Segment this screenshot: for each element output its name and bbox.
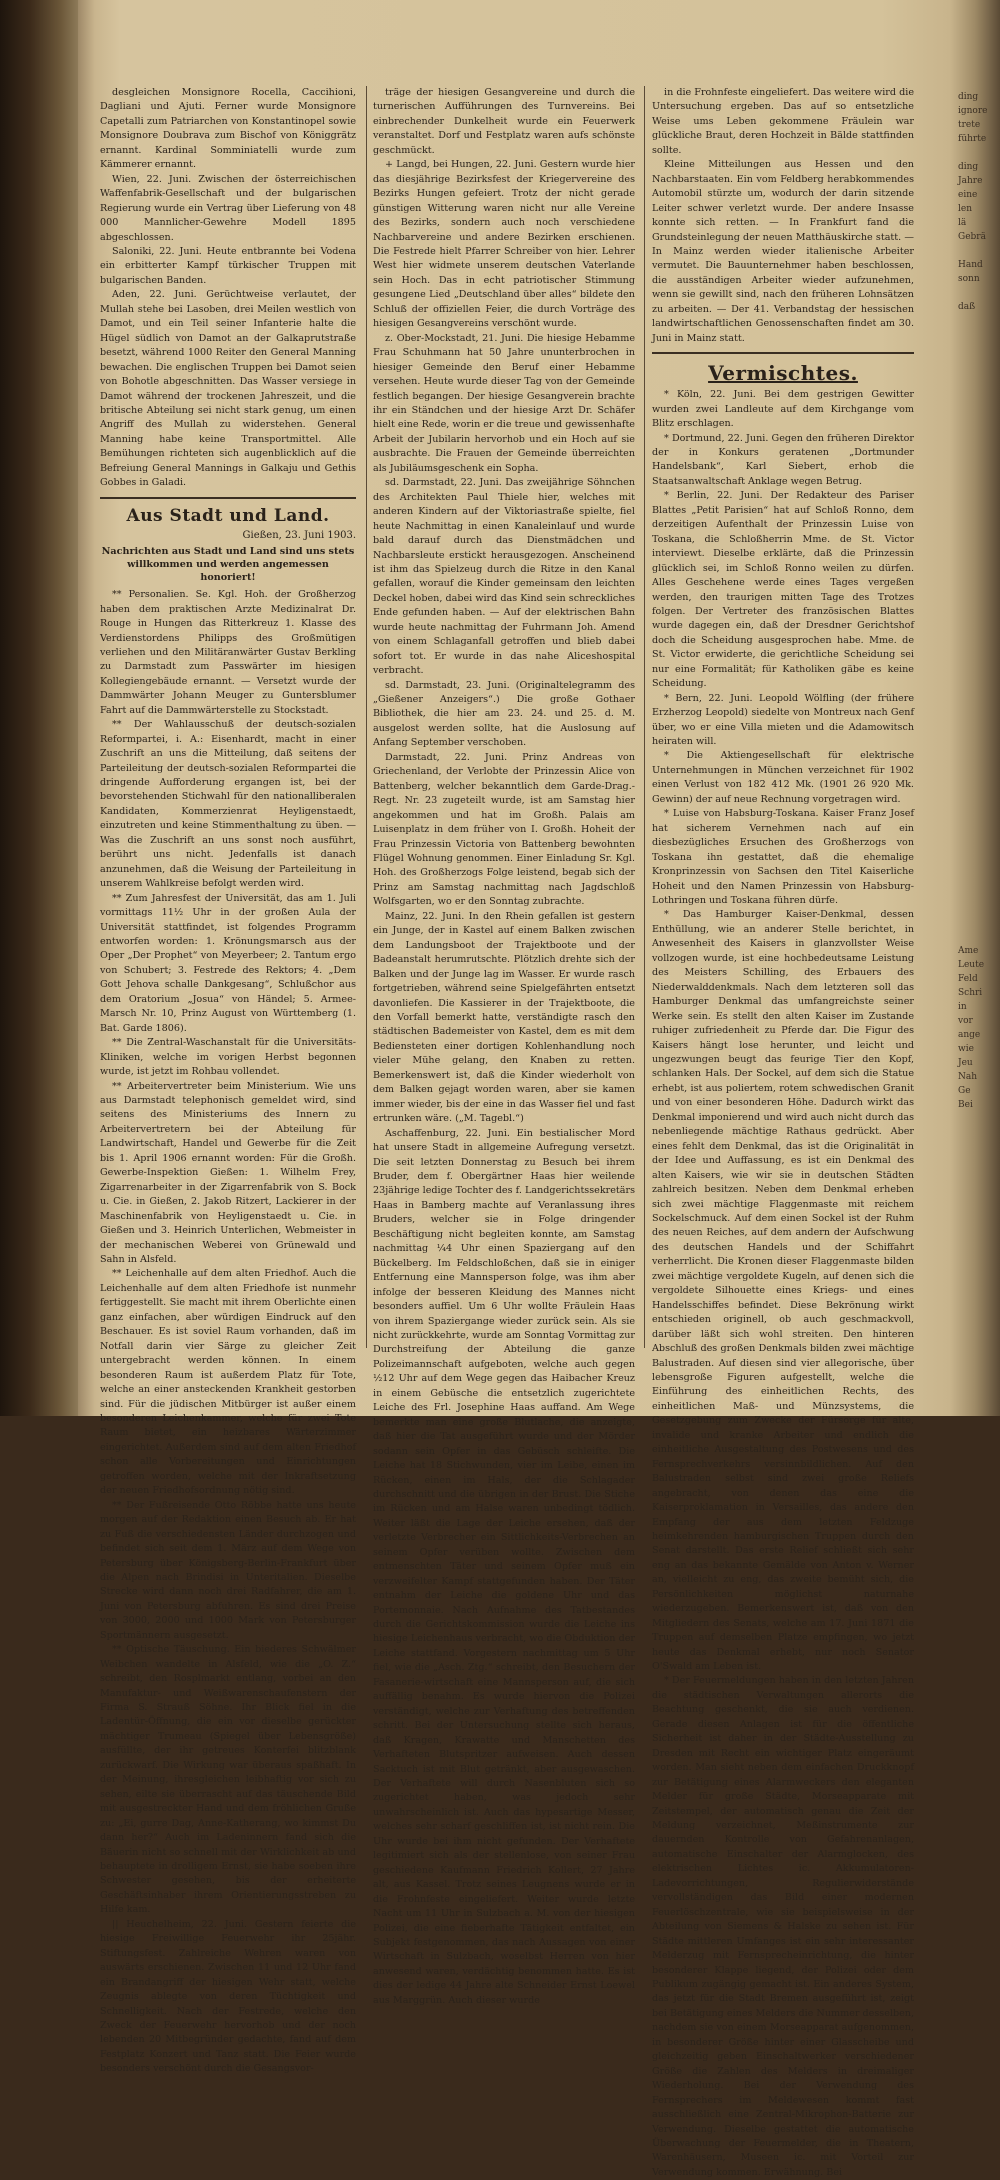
edge-fragment: vor xyxy=(958,1016,973,1026)
local-news-block xyxy=(100,588,356,2077)
article-paragraph: * Berlin, 22. Juni. Der Redakteur des Pariser Blattes „Petit Parisien“ hat auf Schloß Ronno, dem derzeitigen Aufenthalt der Prinzessin Luise von Toskana, die Schloßherrin Mme. de St. Victor interviewt. Dieselbe erklärte, daß die Prinzessin glücklich sei, im Schloß Ronno weilen zu dürfen. Alles Geschehene werde eines Tages vergeßen werden, den traurigen mitten Tage des Trotzes folgen. Der Vertreter des französischen Blattes wurde dagegen ein, daß der Dresdner Gerichtshof doch die Scheidung ausgesprochen habe. Mme. de St. Victor erwiderte, die gerichtliche Scheidung sei nur eine Formalität; für Katholiken gäbe es keine Scheidung. xyxy=(652,490,914,690)
edge-fragment: Schri xyxy=(958,988,983,998)
edge-fragment xyxy=(958,594,1000,608)
edge-fragment xyxy=(958,888,1000,902)
hessen-news-block xyxy=(652,86,914,346)
edge-fragment: Ge xyxy=(958,1086,971,1096)
article-paragraph: + Langd, bei Hungen, 22. Juni. Gestern wurde hier das diesjährige Bezirksfest der Kriegervereine des Bezirks Hungen gefeiert. Trotz der nicht gerade günstigen Witterung waren nicht nur alle Vereine des Bezirks, sondern auch noch verschiedene Nachbarvereine und andere Bezirken erschienen. Die Festrede hielt Pfarrer Schreiber von hier. Lehrer West hier widmete unserem deutschen Vaterlande sein Hoch. Das in echt patriotischer Stimmung gesungene Lied „Deutschland über alles“ bildete den Schluß der offiziellen Feier, die durch Vorträge des hiesigen Gesangvereins verschönt wurde. xyxy=(373,159,635,330)
edge-fragment xyxy=(958,804,1000,818)
facing-page-edge xyxy=(958,90,1000,1390)
article-paragraph: Kleine Mitteilungen aus Hessen und den Nachbarstaaten. Ein vom Feldberg herabkommendes Automobil stürzte um, wodurch der darin sitzende Leiter schwer verletzt wurde. Der andere Insasse konnte sich retten. — In Frankfurt fand die Grundsteinlegung der neuen Matthäuskirche statt. — In Mainz werden wieder italienische Arbeiter vermutet. Die Bauunternehmer haben beschlossen, die ausständigen Arbeiter wieder aufzunehmen, wenn sie gewillt sind, nach den früheren Lohnsätzen zu arbeiten. — Der 41. Verbandstag der hessischen landwirtschaftlichen Genossenschaften findet am 30. Juni in Mainz statt. xyxy=(652,159,914,344)
article-paragraph: ** Personalien. Se. Kgl. Hoh. der Großherzog haben dem praktischen Arzte Medizinalrat Dr. Rouge in Hungen das Ritterkreuz 1. Klasse des Verdienstordens Philipps des Großmütigen verliehen und den Militäranwärter Gustav Berkling zu Darmstadt zum Passwärter im hiesigen Kollegiengebäude ernannt. — Versetzt wurde der Dammwärter Johann Meuger zu Guntersblumer Fahrt auf die Dammwärterstelle zu Stockstadt. xyxy=(100,589,356,716)
edge-fragment xyxy=(958,426,1000,440)
edge-fragment xyxy=(958,720,1000,734)
article-paragraph: Aschaffenburg, 22. Juni. Ein bestialischer Mord hat unsere Stadt in allgemeine Aufregung versetzt. Die seit letzten Donnerstag zu Besuch bei ihrem Bruder, dem f. Obergärtner Haas hier weilende 23jährige ledige Tochter des f. Landgerichtssekretärs Haas in Bamberg machte auf Veranlassung ihres Bruders, welcher sie in Folge dringender Beschäftigung nicht begleiten konnte, am Samstag nachmittag ¼4 Uhr einen Spaziergang auf den Bückelberg. Im Feldschloßchen, daß sie in einiger Entfernung eine Mannsperson folge, was ihm aber infolge der besseren Kleidung des Mannes nicht besonders auffiel. Um 6 Uhr wollte Fräulein Haas von ihrem Spaziergange wieder zurück sein. Als sie nicht zurückkehrte, wurde am Sonntag Vormittag zur Durchstreifung der Abteilung die ganze Polizeimannschaft aufgeboten, welche auch gegen ½12 Uhr auf dem Wege gegen das Haibacher Kreuz in einem Gebüsche die entsetzlich zugerichtete Leiche des Frl. Josephine Haas auffand. Am Wege bemerkte man eine große Blutlache, die anzeigte, daß hier die Tat ausgeführt wurde und der Mörder sodann sein Opfer in das Gebüsch schleifte. Die Leiche hat 18 Stichwunden, vier im Leibe, einen im Rücken, einen im Hals, der die Schlagader durchschnitt und die übrigen in der Brust. Die Stiche im Rücken und am Halse waren unbedingt tödlich. Weiter läßt die Lage der Leiche ersehen, daß der verletzte Verbrecher ein Sittlichkeits-Verbrechen an seinem Opfer verüben wollte. Zwischen dem entmenschten Täter und seinem Opfer muß ein verzweifelter Kampf stattgefunden haben. Der Täter entnahm der Leiche die goldene Uhr und das Portemonnaie. Nach Aufnahme des Tatbestandes durch die Gerichtskommission wurde die Leiche ins hiesige Leichenhaus verbracht, wo die Obduktion der Leiche stattfand. Vorgestern nachmittag um 5 Uhr fiel, wie die „Asch. Ztg.“ schreibt, den Besuchern der Fasanerie-wirtschaft eine Mannsperson auf, die sich auffällig benahm. Es wurde hiervon die Polizei verständigt, welche zur Verhaftung des betreffenden schritt. Bei der Untersuchung stellte sich heraus, daß Kragen, Krawatte und Manschetten des Verhafteten Blutspritzer aufweisen. Auch dessen Sacktuch ist mit Blut getränkt, aber ausgewaschen. Der Verhaftete will durch Nasenbluten sich so zugerichtet haben, was jedoch sehr unwahrscheinlich ist. Auch das hypesartige Messer, welches sehr scharf geschliffen ist, ist nicht rein. Die Uhr wurde bei ihm nicht gefunden. Der Verhaftete legitimiert sich als der stellenlose, von seiner Frau geschiedene Kaufmann Friedrich Kollert, 27 Jahre alt, aus Kassel. Trotz seines Leugnens wurde er in die Frohnfeste eingeliefert. Weiter wurde letzte Nacht um 11 Uhr in Sulzbach a. M. von der hiesigen Polizei, die eine fieberhafte Tätigkeit entfaltet, ein Subjekt festgenommen, das nach Aussagen von einer Wirtschaft in Sulzbach, woselbst Herren von hier anwesend waren, verdächtig benommen hatte. Es ist dies der ledige 44 Jahre alte Schneider Ernst Loewel aus Marggrün. Auch dieser wurde xyxy=(373,1127,635,2006)
section-title-local-news: Aus Stadt und Land. xyxy=(126,505,330,526)
edge-fragment: ding xyxy=(958,162,979,172)
edge-fragment: Ame xyxy=(958,946,979,956)
article-paragraph: * Die Aktiengesellschaft für elektrische Unternehmungen in München verzeichnet für 1902 einen Verlust von 182 412 Mk. (1901 26 920 Mk. Gewinn) der auf neue Rechnung vorgetragen wird. xyxy=(652,750,914,805)
article-paragraph: || Heuchelheim, 22. Juni. Gestern feierte die hiesige Freiwillige Feuerwehr ihr 25jähr. Stiftungsfest. Zahlreiche Wehren waren von auswärts erschienen. Zwischen 11 und 12 Uhr fand ein Brandangriff der hiesigen Wehr statt, welche Zeugnis ablegte von deren Tüchtigkeit und Schnelligkeit. Nach der Festrede, welche den Zweck der Feuerwehr hervorhob und der noch lebenden 20 Mitbegründer gedachte, fand auf dem Festplatz Konzert und Tanz statt. Die Feier wurde besonders verschönt durch die Gesangsvor- xyxy=(100,1918,356,2075)
article-paragraph: sd. Darmstadt, 23. Juni. (Originaltelegramm des „Gießener Anzeigers“.) Die große Gothaer Bibliothek, die hier am 23. 24. und 25. d. M. ausgelost werden sollte, hat die Auslosung auf Anfang September verschoben. xyxy=(373,679,635,749)
edge-fragment: Gebrä xyxy=(958,232,986,242)
section-rule xyxy=(100,497,356,499)
article-paragraph: * Bern, 22. Juni. Leopold Wölfling (der frühere Erzherzog Leopold) siedelte von Montreux nach Genf über, wo er eine Villa mieten und die Adamowitsch heiraten will. xyxy=(652,692,914,748)
article-paragraph: ** Leichenhalle auf dem alten Friedhof. Auch die Leichenhalle auf dem alten Friedhofe ist nunmehr fertiggestellt. Sie macht mit ihrem Oberlichte einen ganz einfachen, aber würdigen Eindruck auf den Beschauer. Es ist soviel Raum vorhanden, daß im Notfall darin vier Särge zu gleicher Zeit untergebracht werden können. In einem besonderen Raum ist außerdem Platz für Tote, welche an einer ansteckenden Krankheit gestorben sind. Für die jüdischen Mitbürger ist außer einem besonderen Leichenkammer, welche für zwei Tote Raum bietet, ein heizbares Wärterzimmer eingerichtet. Außerdem sind auf dem alten Friedhof schon alle Vorbereitungen und Einrichtungen getroffen worden, welche mit der Inkraftsetzung der neuen Friedhofsordnung nötig sind. xyxy=(100,1268,356,1497)
edge-fragment: ding xyxy=(958,92,979,102)
edge-fragment xyxy=(958,146,1000,160)
article-paragraph: ** Zum Jahresfest der Universität, das am 1. Juli vormittags 11½ Uhr in der großen Aula der Universität stattfindet, ist folgendes Programm entworfen worden: 1. Krönungsmarsch aus der Oper „Der Prophet“ von Meyerbeer; 2. Tantum ergo von Schubert; 3. Festrede des Rektors; 4. „Dem Gott Jehova schalle Dankgesang“, Schlußchor aus dem Oratorium „Josua“ von Händel; 5. Armee-Marsch Nr. 10, Prinz August von Württemberg (1. Bat. Garde 1806). xyxy=(100,892,356,1034)
article-paragraph: sd. Darmstadt, 22. Juni. Das zweijährige Söhnchen des Architekten Paul Thiele hier, welches mit anderen Kindern auf der Viktoriastraße spielte, fiel heute Nachmittag in einen Kanaleinlauf und wurde bald darauf durch das Dienstmädchen und Nachbarsleute erstickt herausgezogen. Anscheinend ist ihm das Spielzeug durch die Ritze in den Kanal gefallen, worauf die Kinder gemeinsam den leichten Deckel hoben, dabei wird das Kind sein schreckliches Ende gefunden haben. — Auf der elektrischen Bahn wurde heute nachmittag der Fuhrmann Joh. Amend von einem Schlaganfall getroffen und blieb dabei sofort tot. Er wurde in das nahe Aliceshospital verbracht. xyxy=(373,477,635,677)
edge-fragment xyxy=(958,818,1000,832)
edge-fragment: führte xyxy=(958,134,987,144)
article-paragraph: Darmstadt, 22. Juni. Prinz Andreas von Griechenland, der Verlobte der Prinzessin Alice von Battenberg, welcher bekanntlich dem Garde-Drag.-Regt. Nr. 23 zugeteilt wurde, ist am Samstag hier angekommen und hat im Großh. Palais am Luisenplatz in dem früher von I. Großh. Hoheit der Frau Prinzessin Victoria von Battenberg bewohnten Flügel Wohnung genommen. Einer Einladung Sr. Kgl. Hoh. des Großherzogs Folge leistend, begab sich der Prinz am Samstag nachmittag nach Jagdschloß Wolfsgarten, wo er den Sonntag zubrachte. xyxy=(373,751,635,908)
edge-fragment: Feld xyxy=(958,974,978,984)
editorial-notice: Nachrichten aus Stadt und Land sind uns stets willkommen und werden angemessen honoriert! xyxy=(101,546,355,584)
edge-fragment xyxy=(958,664,1000,678)
column-3 xyxy=(652,86,914,2178)
edge-fragment xyxy=(958,608,1000,622)
article-paragraph: ** Der Fußreisende Otto Röbbe hatte uns heute morgen auf der Redaktion einen Besuch ab. Er hat zu Fuß die verschiedensten Länder durchzogen und befindet sich seit dem 1. März auf dem Wege von Petersburg über Königsberg-Berlin-Frankfurt über die Alpen nach Brindisi in Unteritalien. Dieselbe Strecke wird dann noch drei Radfahrer, die am 1. Juni von Petersburg abfuhren. Es sind drei Preise von 3000, 2000 und 1000 Mark von Petersburger Sportmännern ausgesetzt. xyxy=(100,1499,356,1641)
edge-fragment xyxy=(958,398,1000,412)
column-divider xyxy=(644,86,645,1348)
edge-fragment: sonn xyxy=(958,274,980,284)
edge-fragment: eine xyxy=(958,190,978,200)
article-paragraph: * Köln, 22. Juni. Bei dem gestrigen Gewitter wurden zwei Landleute auf dem Kirchgange vom Blitz erschlagen. xyxy=(652,389,914,430)
article-paragraph: träge der hiesigen Gesangvereine und durch die turnerischen Aufführungen des Turnvereins. Bei einbrechender Dunkelheit wurde ein Feuerwerk veranstaltet. Dorf und Festplatz waren aufs schönste geschmückt. xyxy=(373,87,635,156)
edge-fragment xyxy=(958,328,1000,342)
edge-fragment: Leute xyxy=(958,960,985,970)
edge-fragment xyxy=(958,874,1000,888)
edge-fragment xyxy=(958,706,1000,720)
article-paragraph: ** Die Zentral-Waschanstalt für die Universitäts-Kliniken, welche im vorigen Herbst begonnen wurde, ist jetzt im Rohbau vollendet. xyxy=(100,1037,356,1078)
edge-fragment: Bei xyxy=(958,1100,973,1110)
edge-fragment: Nah xyxy=(958,1072,978,1082)
edge-fragment xyxy=(958,356,1000,370)
edge-fragment xyxy=(958,776,1000,790)
edge-fragment xyxy=(958,930,1000,944)
edge-fragment: Jahre xyxy=(958,176,983,186)
edge-fragment xyxy=(958,622,1000,636)
edge-fragment: ange xyxy=(958,1030,981,1040)
edge-fragment: trete xyxy=(958,120,981,130)
newspaper-page xyxy=(100,86,956,2178)
edge-fragment xyxy=(958,524,1000,538)
article-paragraph: * Dortmund, 22. Juni. Gegen den früheren Direktor der in Konkurs geratenen „Dortmunder Handelsbank“, Karl Siebert, erhob die Staatsanwaltschaft Anklage wegen Betrug. xyxy=(652,432,914,487)
article-paragraph: * Der Feuermeldungen haben in den letzten Jahren die städtischen Verwaltungen allerorts die Beachtung geschenkt, die sie auch verdienen. Gerade diesen Anlagen ist für die öffentliche Sicherheit ist daher in der Städte-Ausstellung zu Dresden mit Recht ein wichtiger Platz eingeräumt worden. Man sieht neben dem einfachen Druckknopf zur Betätigung eines Alarmweckers den eleganten Melder für große Städte, Morseapparate mit Zeitstempel, der automatisch genau die Zeit der Meldung verzeichnet, Meßinstrumente zur dauernden Kontrolle von Gefahrenanlagen, automatische Einschalter der Alarmglocken, des elektrischen Lichtes ic. Akkumulatoren-Ladevorrichtungen, Regulierwiderstände vervollständigen das Bild einer modernen Feuerlöschzentrale, wie sie beispielsweise in der Abteilung von Siemens & Halske zu sehen ist. Für Städte mittleren Umfanges ist ein sehr interessanter Melderzug mit Fernsprecheinrichtung, die hinter besonderer Klappe liegend, der Polizei oder dem Publikum zugängig gemacht ist. Ein anderes System, das jetzt für die Stadt Bremen ausgeführt ist, zeigt bei Betätigung eines Melders die Nummer desselben, nachdem sie von einem Morseapparat aufgenommen, in besonderer Größe hinter einer Glasscheibe und gleichzeitig geben Einschaltwerker verschiedener Größe die Zahlen des Melders in dreimaliger Wiederholung. Bei der Verwendung des Fernsprechers im Meldewesen kommt fast ausschließlich eine Zentral-Mikrophon-Batterie zur Verwendung. Dieselbe gestattet die automatische Überwachung der Feuermelder, die in Theatern, Warenhäusern, Museen ic. mit Vorteil zur Verwendung kommen. Erwähnung. Bei xyxy=(652,1675,914,2178)
edge-fragment xyxy=(958,902,1000,916)
article-paragraph: Mainz, 22. Juni. In den Rhein gefallen ist gestern ein Junge, der in Kastel auf einem Balken zwischen dem Landungsboot der Trajektboote und der Badeanstalt herumrutschte. Plötzlich drehte sich der Balken und der Junge lag im Wasser. Er wurde rasch fortgetrieben, während seine Spielgefährten entsetzt davonliefen. Die Kassierer in der Trajektboote, die den Vorfall bemerkt hatte, verständigte rasch den städtischen Bademeister von Kastel, dem es mit dem Bediensteten einer dortigen Kohlenhandlung noch vieler Mühe gelang, den Knaben zu retten. Bemerkenswert ist, daß die Kinder wiederholt von dem Balken gejagt worden waren, aber sie kamen immer wieder, bis der eine in das Wasser fiel und fast ertrunken wäre. („M. Tagebl.“) xyxy=(373,910,635,1125)
edge-fragment xyxy=(958,370,1000,384)
edge-fragment xyxy=(958,510,1000,524)
edge-fragment xyxy=(958,286,1000,300)
article-paragraph: in die Frohnfeste eingeliefert. Das weitere wird die Untersuchung ergeben. Das auf so entsetzliche Weise ums Leben gekommene Fräulein war glückliche Braut, deren Hochzeit in Bälde stattfinden sollte. xyxy=(652,87,914,156)
section-rule xyxy=(652,352,914,354)
edge-fragment xyxy=(958,734,1000,748)
edge-fragment xyxy=(958,244,1000,258)
column-divider xyxy=(366,86,367,1348)
edge-fragment xyxy=(958,538,1000,552)
edge-fragment xyxy=(958,440,1000,454)
dateline: Gießen, 23. Juni 1903. xyxy=(242,529,356,541)
article-paragraph: Aden, 22. Juni. Gerüchtweise verlautet, der Mullah stehe bei Lasoben, drei Meilen westlich von Damot, und ein Teil seiner Infanterie halte die Hügel südlich von Damot an der Galkaprutstraße besetzt, während 1000 Reiter den General Manning bewachen. Die englischen Truppen bei Damot seien von Bohotle abgeschnitten. Das Wasser versiege in Damot während der trockenen Jahreszeit, und die britische Abteilung sei nicht stark genug, um einen Angriff des Mullah zu widerstehen. General Manning habe keine Transportmittel. Alle Bemühungen richteten sich augenblicklich auf die Befreiung General Mannings in Galkaju und Gethis Gobbes in Galadi. xyxy=(100,289,356,489)
article-paragraph: ** Arbeitervertreter beim Ministerium. Wie uns aus Darmstadt telephonisch gemeldet wird, sind seitens des Ministeriums des Innern zu Arbeitervertretern bei der Abteilung für Landwirtschaft, Handel und Gewerbe für die Zeit bis 1. April 1906 ernannt worden: Für die Großh. Gewerbe-Inspektion Gießen: 1. Wilhelm Frey, Zigarrenarbeiter in der Zigarrenfabrik von S. Bock u. Cie. in Gießen, 2. Jakob Ritzert, Lackierer in der Maschinenfabrik von Heyligenstaedt u. Cie. in Gießen und 3. Heinrich Unterlichen, Webmeister in der mechanischen Weberei von Grünewald und Sahn in Alsfeld. xyxy=(100,1080,356,1265)
article-paragraph: Saloniki, 22. Juni. Heute entbrannte bei Vodena ein erbitterter Kampf türkischer Truppen mit bulgarischen Banden. xyxy=(100,245,356,286)
article-paragraph: ** Optische Täuschung. Ein biederes Schwälmer Weibchen wandelte in Alsfeld, wie die „O. Z.“ schreibt, den Rosplmarkt entlang, vorbei an den Manufaktur- und Weißwarenschaufenstern der Firma S. Strauß Söhne. Ihr Blick fiel in die Ladentür-Öffnung, die ein vor dieselbe gerückter mächtiger Trumeau (Spiegel über Lebensgröße) ausfüllte, der ihr getreues Konterfei blitzblank zurückwarf. Die Wirkung war überaus spaßhaft. In der Meinung, ihresgleichen leibhaftig vor sich zu sehen, eilte sie überrascht auf das täuschende Bild mit ausgestreckter Hand und dem fröhlichen Gruße zu: „Ei, gurre Dag, Anne-Katherang, wo kimmst Du dann her?“ Auch im Ladeninnern fand sich die Bäuerin nicht so schnell mit der Wirklichkeit ab und behauptete in drolligem Ernst, sie habe soeben ihre Schwester gesehen, bis der erheiterte Geschäftsinhaber ihrem Orientierungsstreben zu Hilfe kam. xyxy=(100,1644,356,1916)
article-paragraph: ** Der Wahlausschuß der deutsch-sozialen Reformpartei, i. A.: Eisenhardt, macht in einer Zuschrift an uns die Mitteilung, daß seitens der Parteileitung der deutsch-sozialen Reformpartei die dringende Aufforderung ergangen ist, bei der bevorstehenden Stichwahl für den nationalliberalen Kandidaten, Kommerzienrat Heyligenstaedt, einzutreten und keine Stimmenthaltung zu üben. — Was die Zuschrift an uns sonst noch ausführt, berührt uns nicht. Jedenfalls ist danach anzunehmen, daß die Weisung der Parteileitung in unserem Wahlkreise befolgt werden wird. xyxy=(100,719,356,890)
edge-fragment xyxy=(958,636,1000,650)
article-paragraph: * Das Hamburger Kaiser-Denkmal, dessen Enthüllung, wie an anderer Stelle berichtet, in Anwesenheit des Kaisers in glanzvollster Weise vollzogen wurde, ist eine hochbedeutsame Leistung des Meisters Schilling, des Erbauers des Niederwalddenkmals. Nach dem letzteren soll das Hamburger Denkmal das umfangreichste seiner Werke sein. Es stellt den alten Kaiser im Zustande ruhiger zufriedenheit zu Pferde dar. Die Figur des Kaisers hängt lose herunter, und leicht und ungezwungen beugt das feurige Tier den Kopf, schlanken Hals. Der Sockel, auf dem sich die Statue erhebt, ist aus poliertem, rotem schwedischen Granit und von einer besonderen Höhe. Dadurch wirkt das Denkmal imponierend und wird auch nicht durch das nebenliegende mächtige Rathaus gedrückt. Aber eines fehlt dem Denkmal, das ist die Originalität in der Idee und Auffassung, es ist ein Denkmal des alten Kaisers, wie wir sie in deutschen Städten zahlreich besitzen. Neben dem Denkmal erheben sich zwei mächtige Flaggenmaste mit reichem Sockelschmuck. Auf dem einen Sockel ist der Ruhm des neuen Reiches, auf dem andern der Aufschwung des deutschen Handels und der Schiffahrt verherrlicht. Die Kronen dieser Flaggenmaste bilden zwei mächtige vergoldete Kugeln, auf denen sich die vergoldete Silhouette eines Kriegs- und eines Handelsschiffes befindet. Diese Bekrönung wirkt entschieden originell, ob auch geschmackvoll, darüber läßt sich wohl streiten. Den hinteren Abschluß des großen Denkmals bilden zwei mächtige Balustraden. Auf diesen sind vier allegorische, über lebensgroße Figuren aufgestellt, welche die Einführung des einheitlichen Rechts, des einheitlichen Maß- und Münzsystems, die Gesetzgebung zum Zwecke der Fürsorge für alte, invalide und kranke Arbeiter und endlich die einheitliche Ausgestaltung des Postwesens und des Fernsprechverkehrs versinnbildlichen. Auf den Balustraden selbst sind zwei große Reliefs angebracht, von denen das eine die Kaiserproklamation in Versailles, das andere den Empfang der aus dem letzten Feldzuge heimkehrenden hamburgischen Truppen durch den Senat darstellt. Das erste Relief schließt sich sehr eng an das bekannte Gemälde von Anton v. Werner an, vielleicht zu eng, das zweite bemüht sich, die Persönlichkeiten möglichst naturnahe wiederzugeben. Bemerkenswert ist, daß von den Mitgliedern des Senats, welche am 17. Juni 1871 die Truppen auf demselben Platze empfingen, wo jetzt heute das Denkmal erhebt, nur noch Senator O'Swald am Leben ist. xyxy=(652,909,914,1673)
edge-fragment xyxy=(958,916,1000,930)
edge-fragment: ignore xyxy=(958,106,988,116)
edge-fragment: Jeu xyxy=(958,1058,973,1068)
column-1 xyxy=(100,86,356,2075)
foreign-news-block xyxy=(100,86,356,491)
edge-fragment: len xyxy=(958,204,973,214)
edge-fragment xyxy=(958,496,1000,510)
edge-fragment: daß xyxy=(958,302,976,312)
article-paragraph: desgleichen Monsignore Rocella, Caccihioni, Dagliani und Ajuti. Ferner wurde Monsignore Capetalli zum Patriarchen von Konstantinopel sowie Monsignore Doubrava zum Bischof von Königgrätz ernannt. Kardinal Somminiatelli wurde zum Kämmerer ernannt. xyxy=(100,87,356,171)
edge-fragment xyxy=(958,692,1000,706)
edge-fragment xyxy=(958,314,1000,328)
edge-fragment: in xyxy=(958,1002,967,1012)
edge-fragment xyxy=(958,846,1000,860)
edge-fragment: lä xyxy=(958,218,967,228)
article-paragraph: z. Ober-Mockstadt, 21. Juni. Die hiesige Hebamme Frau Schuhmann hat 50 Jahre ununterbrochen in hiesiger Gemeinde den Beruf einer Hebamme versehen. Heute wurde dieser Tag von der Gemeinde festlich begangen. Der hiesige Gesangverein brachte ihr ein Ständchen und der hiesige Arzt Dr. Schäfer hielt eine Rede, worin er die treue und gewissenhafte Arbeit der Jubilarin hervorhob und ein Hoch auf sie ausbrachte. Die Frauen der Gemeinde überreichten als Jubiläumsgeschenk ein Sopha. xyxy=(373,332,635,474)
edge-fragment xyxy=(958,566,1000,580)
edge-fragment xyxy=(958,748,1000,762)
edge-fragment xyxy=(958,342,1000,356)
edge-fragment xyxy=(958,384,1000,398)
edge-fragment xyxy=(958,860,1000,874)
section-title-miscellaneous: Vermischtes. xyxy=(708,361,858,386)
edge-fragment: Hand xyxy=(958,260,983,270)
edge-fragment: wie xyxy=(958,1044,974,1054)
miscellaneous-news-block xyxy=(652,388,914,2180)
edge-fragment xyxy=(958,482,1000,496)
edge-fragment xyxy=(958,762,1000,776)
regional-news-block xyxy=(373,86,635,2008)
edge-fragment xyxy=(958,790,1000,804)
article-paragraph: * Luise von Habsburg-Toskana. Kaiser Franz Josef hat sicherem Vernehmen nach auf ein diesbezügliches Ersuchen des Großherzogs von Toskana ihn gestattet, daß die ehemalige Kronprinzessin von Sachsen den Titel Kaiserliche Hoheit und den Namen Prinzessin von Habsburg-Lothringen und Toskana führen dürfe. xyxy=(652,808,914,907)
book-spine xyxy=(0,0,78,1416)
edge-fragment xyxy=(958,552,1000,566)
edge-fragment xyxy=(958,650,1000,664)
edge-fragment xyxy=(958,454,1000,468)
edge-fragment xyxy=(958,832,1000,846)
edge-fragment xyxy=(958,678,1000,692)
column-2 xyxy=(373,86,635,2006)
article-paragraph: Wien, 22. Juni. Zwischen der österreichischen Waffenfabrik-Gesellschaft und der bulgarischen Regierung wurde ein Vertrag über Lieferung von 48 000 Mannlicher-Gewehre Modell 1895 abgeschlossen. xyxy=(100,173,356,243)
edge-fragment xyxy=(958,580,1000,594)
edge-fragment xyxy=(958,468,1000,482)
edge-fragment xyxy=(958,412,1000,426)
